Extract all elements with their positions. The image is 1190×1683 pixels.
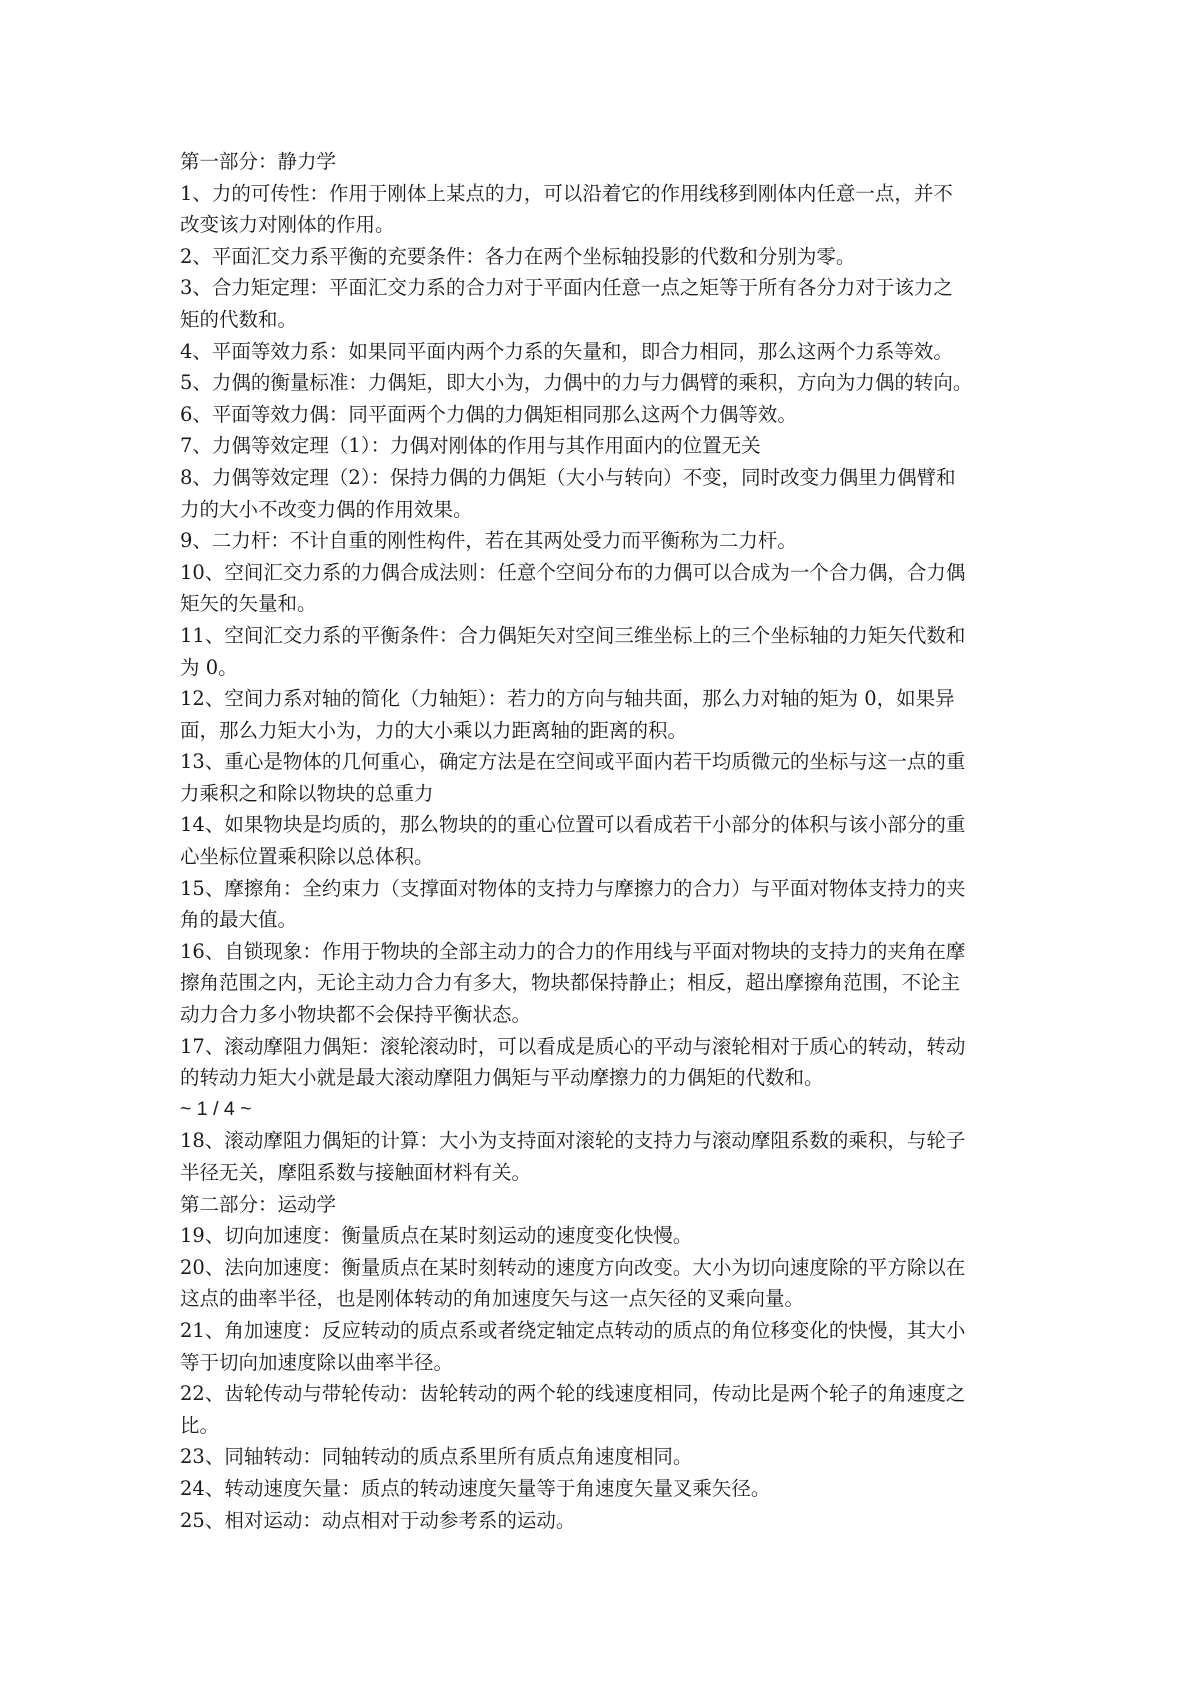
text-line: 3、合力矩定理：平面汇交力系的合力对于平面内任意一点之矩等于所有各分力对于该力之 (180, 276, 953, 300)
text-line: 角的最大值。 (180, 908, 298, 932)
text-line: 9、二力杆：不计自重的刚性构件，若在其两处受力而平衡称为二力杆。 (180, 529, 797, 553)
text-line: 改变该力对刚体的作用。 (180, 213, 395, 237)
text-line: 12、空间力系对轴的简化（力轴矩）：若力的方向与轴共面，那么力对轴的矩为 0，如果异 (180, 687, 955, 711)
section-title-kinematics: 第二部分：运动学 (180, 1192, 337, 1216)
text-line: 10、空间汇交力系的力偶合成法则：任意个空间分布的力偶可以合成为一个合力偶，合力偶 (180, 560, 966, 584)
text-line: 6、平面等效力偶：同平面两个力偶的力偶矩相同那么这两个力偶等效。 (180, 402, 797, 426)
text-line: 16、自锁现象：作用于物块的全部主动力的合力的作用线与平面对物块的支持力的夹角在摩 (180, 939, 966, 963)
text-line: 这点的曲率半径，也是刚体转动的角加速度矢与这一点矢径的叉乘向量。 (180, 1287, 805, 1311)
text-line: 1、力的可传性：作用于刚体上某点的力，可以沿着它的作用线移到刚体内任意一点，并不 (180, 181, 953, 205)
text-line: 5、力偶的衡量标准：力偶矩，即大小为，力偶中的力与力偶臂的乘积，方向为力偶的转向。 (180, 371, 973, 395)
text-line: 17、滚动摩阻力偶矩：滚轮滚动时，可以看成是质心的平动与滚轮相对于质心的转动，转动 (180, 1034, 966, 1058)
text-line: 面，那么力矩大小为，力的大小乘以力距离轴的距离的积。 (180, 718, 688, 742)
text-line: 24、转动速度矢量：质点的转动速度矢量等于角速度矢量叉乘矢径。 (180, 1476, 771, 1500)
text-line: 力的大小不改变力偶的作用效果。 (180, 497, 473, 521)
text-line: 动力合力多小物块都不会保持平衡状态。 (180, 1003, 532, 1027)
text-line: 18、滚动摩阻力偶矩的计算：大小为支持面对滚轮的支持力与滚动摩阻系数的乘积，与轮子 (180, 1129, 966, 1153)
page-number: ~ 1 / 4 ~ (180, 1097, 252, 1120)
text-line: 19、切向加速度：衡量质点在某时刻运动的速度变化快慢。 (180, 1224, 693, 1248)
text-line: 力乘积之和除以物块的总重力 (180, 781, 434, 805)
text-line: 8、力偶等效定理（2）：保持力偶的力偶矩（大小与转向）不变，同时改变力偶里力偶臂和 (180, 465, 956, 489)
text-line: 4、平面等效力系：如果同平面内两个力系的矢量和，即合力相同，那么这两个力系等效。 (180, 339, 953, 363)
text-line: 14、如果物块是均质的，那么物块的的重心位置可以看成若干小部分的体积与该小部分的重 (180, 813, 966, 837)
text-line: 21、角加速度：反应转动的质点系或者绕定轴定点转动的质点的角位移变化的快慢，其大小 (180, 1318, 966, 1342)
text-line: 矩的代数和。 (180, 307, 298, 331)
text-line: 15、摩擦角：全约束力（支撑面对物体的支持力与摩擦力的合力）与平面对物体支持力的夹 (180, 876, 966, 900)
text-line: 为 0。 (180, 655, 238, 679)
text-line: 比。 (180, 1413, 220, 1437)
text-line: 心坐标位置乘积除以总体积。 (180, 845, 434, 869)
section-title-statics: 第一部分：静力学 (180, 150, 337, 173)
document-body (180, 146, 1020, 1536)
text-line: 2、平面汇交力系平衡的充要条件：各力在两个坐标轴投影的代数和分别为零。 (180, 244, 856, 268)
text-line: 7、力偶等效定理（1）：力偶对刚体的作用与其作用面内的位置无关 (180, 434, 761, 458)
text-line: 11、空间汇交力系的平衡条件：合力偶矩矢对空间三维坐标上的三个坐标轴的力矩矢代数和 (180, 623, 966, 647)
text-line: 13、重心是物体的几何重心，确定方法是在空间或平面内若干均质微元的坐标与这一点的重 (180, 750, 966, 774)
text-line: 半径无关，摩阻系数与接触面材料有关。 (180, 1161, 532, 1184)
text-line: 20、法向加速度：衡量质点在某时刻转动的速度方向改变。大小为切向速度除的平方除以在 (180, 1255, 966, 1279)
text-line: 矩矢的矢量和。 (180, 592, 317, 616)
text-line: 25、相对运动：动点相对于动参考系的运动。 (180, 1508, 576, 1532)
text-line: 的转动力矩大小就是最大滚动摩阻力偶矩与平动摩擦力的力偶矩的代数和。 (180, 1066, 824, 1090)
text-line: 23、同轴转动：同轴转动的质点系里所有质点角速度相同。 (180, 1445, 693, 1469)
text-line: 22、齿轮传动与带轮传动：齿轮转动的两个轮的线速度相同，传动比是两个轮子的角速度之 (180, 1382, 966, 1406)
text-line: 擦角范围之内，无论主动力合力有多大，物块都保持静止；相反，超出摩擦角范围，不论主 (180, 971, 961, 995)
text-line: 等于切向加速度除以曲率半径。 (180, 1350, 454, 1374)
